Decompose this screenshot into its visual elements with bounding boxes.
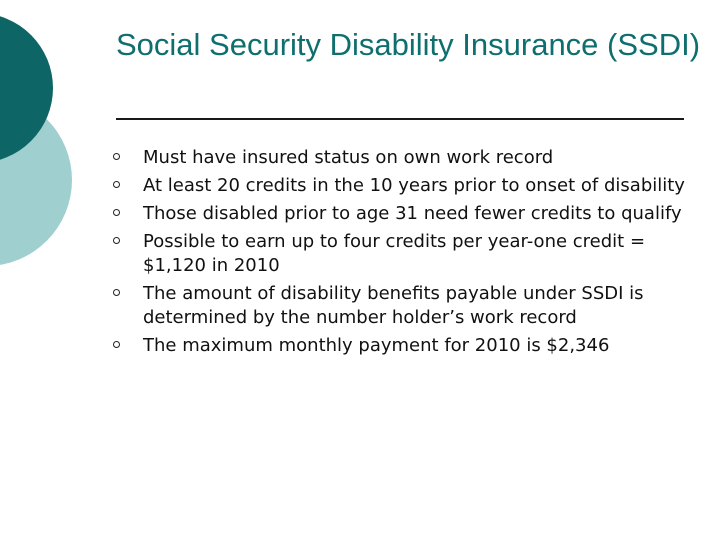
bullet-text: The amount of disability benefits payable under SSDI is determined by the number holder’s work record bbox=[143, 283, 644, 328]
bullet-item bbox=[110, 202, 710, 226]
bullet-list bbox=[110, 146, 710, 362]
bullet-text: Possible to earn up to four credits per year-one credit = $1,120 in 2010 bbox=[143, 231, 646, 276]
bullet-text: Those disabled prior to age 31 need fewer credits to qualify bbox=[143, 203, 682, 224]
bullet-circle-icon bbox=[113, 209, 120, 216]
bullet-circle-icon bbox=[113, 153, 120, 160]
bullet-circle-icon bbox=[113, 341, 120, 348]
bullet-item bbox=[110, 174, 710, 198]
bullet-item bbox=[110, 282, 710, 330]
bullet-text: At least 20 credits in the 10 years prior to onset of disability bbox=[143, 175, 685, 196]
bullet-text: Must have insured status on own work record bbox=[143, 147, 554, 168]
bullet-circle-icon bbox=[113, 237, 120, 244]
bullet-item bbox=[110, 146, 710, 170]
slide-title: Social Security Disability Insurance (SSDI) bbox=[116, 27, 701, 62]
bullet-item bbox=[110, 230, 710, 278]
bullet-circle-icon bbox=[113, 289, 120, 296]
bullet-item bbox=[110, 334, 710, 358]
decorative-circles-graphic bbox=[0, 0, 110, 300]
bullet-text: The maximum monthly payment for 2010 is $2,346 bbox=[143, 335, 610, 356]
bullet-circle-icon bbox=[113, 181, 120, 188]
title-divider bbox=[116, 118, 684, 120]
